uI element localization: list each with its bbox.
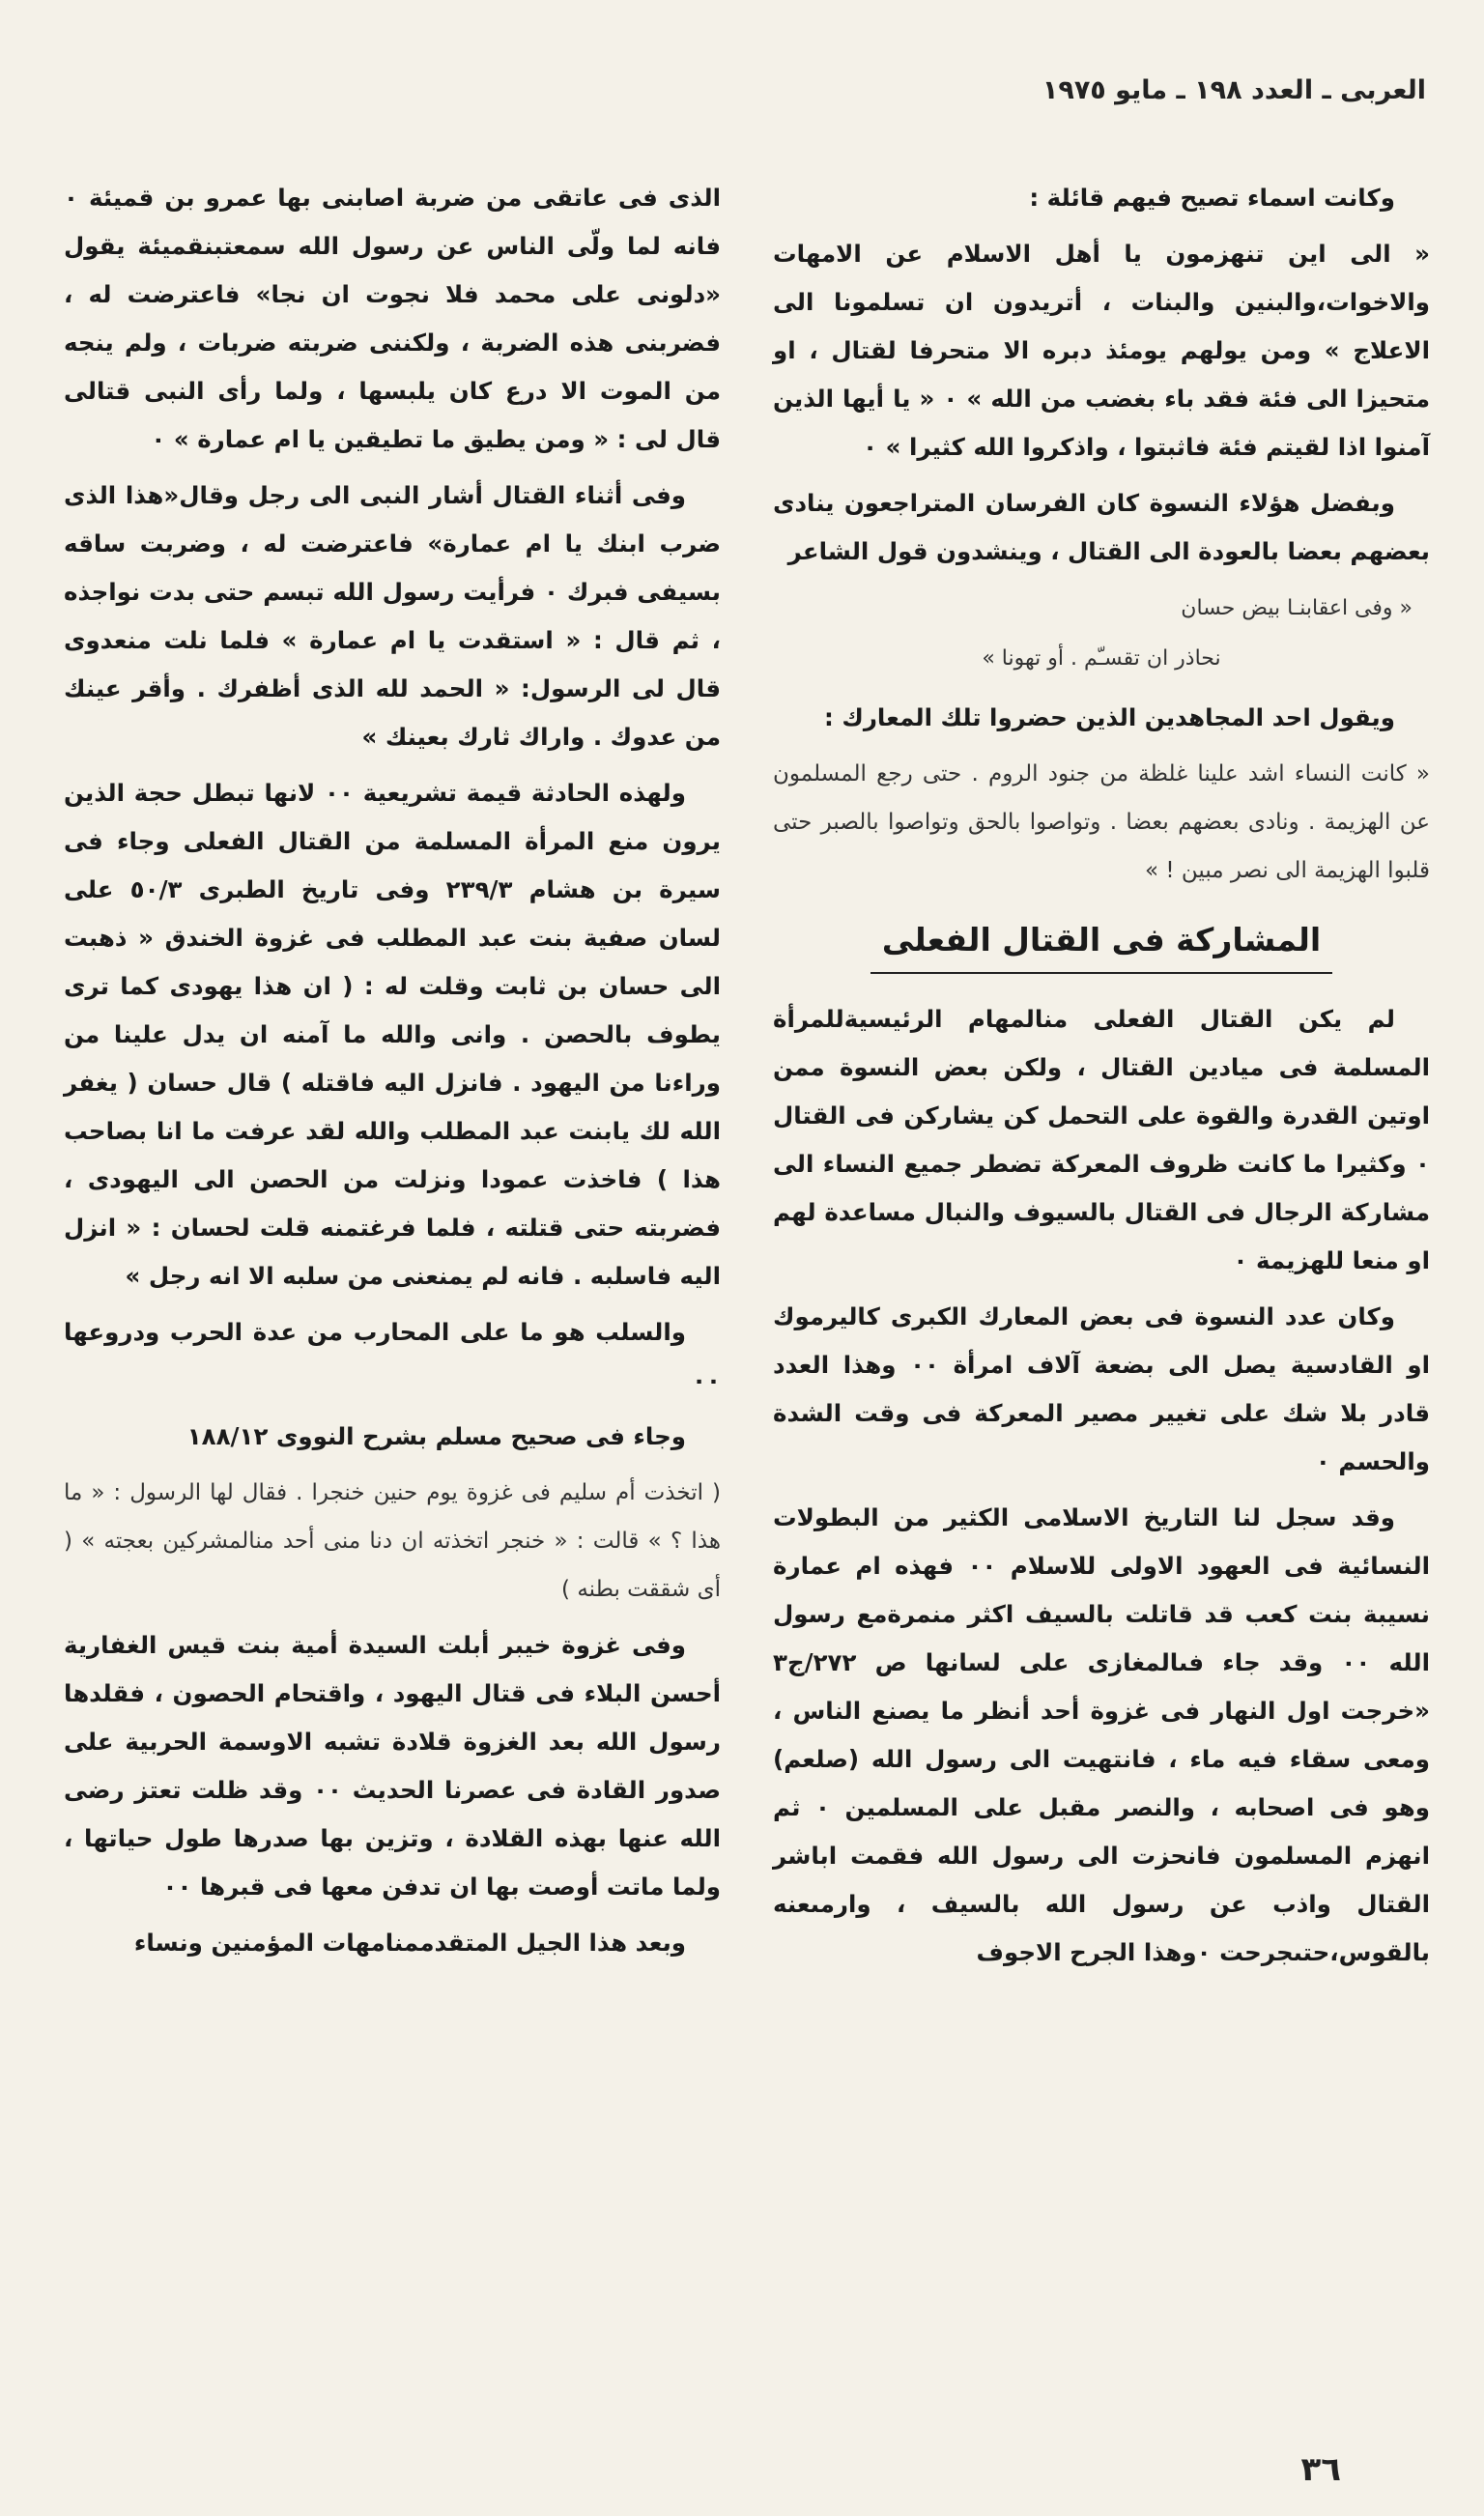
- quote-paragraph: « الى اين تنهزمون يا أهل الاسلام عن الامهات والاخوات،والبنين والبنات ، أتريدون ان تسلمونا الى الاعلاج » ومن يولهم يومئذ دبره الا متحرفا لقتال ، او متحيزا الى فئة فقد باء بغضب من الله » ٠ « يا أيها الذين آمنوا اذا لقيتم فئة فاثبتوا ، واذكروا الله كثيرا » ٠: [773, 240, 1431, 461]
- citation-line: وجاء فى صحيح مسلم بشرح النووى ١٨٨/١٢: [186, 1422, 686, 1450]
- paragraph: لم يكن القتال الفعلى منالمهام الرئيسيةللمرأة المسلمة فى ميادين القتال ، ولكن بعض النسوة ممن اوتين القدرة والقوة على التحمل كن يشاركن فى القتال ٠ وكثيرا ما كانت ظروف المعركة تضطر جميع النساء الى مشاركة الرجال فى القتال بالسيوف والنبال مساعدة لهم او منعا للهزيمة ٠: [773, 1005, 1430, 1274]
- paragraph: وفى أثناء القتال أشار النبى الى رجل وقال«هذا الذى ضرب ابنك يا ام عمارة» فاعترضت له ، وضربت ساقه بسيفى فبرك ٠ فرأيت رسول الله تبسم حتى بدت نواجذه ، ثم قال : « استقدت يا ام عمارة » فلما نلت منعدوى قال لى الرسول: « الحمد لله الذى أظفرك . وأقر عينك من عدوك . واراك ثارك بعينك »: [64, 481, 721, 751]
- paragraph: وقد سجل لنا التاريخ الاسلامى الكثير من البطولات النسائية فى العهود الاولى للاسلام ٠٠ فهذه ام عمارة نسيبة بنت كعب قد قاتلت بالسيف اكثر منمرةمع رسول الله ٠٠ وقد جاء فىالمغازى على لسانها ص ٢٧٢/ج٣ «خرجت اول النهار فى غزوة أحد أنظر ما يصنع الناس ، ومعى سقاء فيه ماء ، فانتهيت الى رسول الله (صلعم) وهو فى اصحابه ، والنصر مقبل على المسلمين ٠ ثم انهزم المسلمون فانحزت الى رسول الله فقمت اباشر القتال واذب عن رسول الله بالسيف ، وارمىعنه بالقوس،حتىجرحت ٠وهذا الجرح الاجوف: [773, 1503, 1431, 1966]
- quote-paragraph: ( اتخذت أم سليم فى غزوة يوم حنين خنجرا . فقال لها الرسول : « ما هذا ؟ » قالت : « خنجر اتخذته ان دنا منى أحد منالمشركين بعجته » ( أى شققت بطنه ): [64, 1480, 721, 1602]
- paragraph: وبعد هذا الجيل المتقدممنامهات المؤمنين ونساء: [133, 1929, 686, 1957]
- paragraph: وبفضل هؤلاء النسوة كان الفرسان المتراجعون ينادى بعضهم بعضا بالعودة الى القتال ، وينشدون قول الشاعر: [773, 489, 1430, 565]
- paragraph: والسلب هو ما على المحارب من عدة الحرب ودروعها ٠٠: [64, 1318, 721, 1394]
- paragraph: ويقول احد المجاهدين الذين حضروا تلك المعارك :: [824, 703, 1395, 731]
- section-heading-text: المشاركة فى القتال الفعلى: [870, 916, 1332, 974]
- paragraph: وفى غزوة خيبر أبلت السيدة أمية بنت قيس الغفارية أحسن البلاء فى قتال اليهود ، واقتحام الحصون ، فقلدها رسول الله بعد الغزوة قلادة تشبه الاوسمة الحربية على صدور القادة فى عصرنا الحديث ٠٠ وقد ظلت تعتز رضى الله عنها بهذه القلادة ، وتزين بها صدرها طول حياتها ، ولما ماتت أوصت بها ان تدفن معها فى قبرها ٠٠: [64, 1631, 722, 1901]
- poetry-verse: [773, 584, 1430, 684]
- section-heading: [773, 916, 1430, 974]
- paragraph: ولهذه الحادثة قيمة تشريعية ٠٠ لانها تبطل حجة الذين يرون منع المرأة المسلمة من القتال الفعلى وجاء فى سيرة بن هشام ٢٣٩/٣ وفى تاريخ الطبرى ٥٠/٣ على لسان صفية بنت عبد المطلب فى غزوة الخندق « ذهبت الى حسان بن ثابت وقلت له : ( ان هذا يهودى كما ترى يطوف بالحصن . وانى والله ما آمنه ان يدل علينا من وراءنا من اليهود . فانزل اليه فاقتله ) قال حسان ( يغفر الله لك يابنت عبد المطلب والله لقد عرفت ما انا بصاحب هذا ) فاخذت عمودا ونزلت من الحصن الى اليهودى ، فضربته حتى قتلته ، فلما فرغتمنه قلت لحسان : « انزل اليه فاسلبه . فانه لم يمنعنى من سلبه الا انه رجل »: [64, 779, 721, 1290]
- verse-line: « وفى اعقابنـا بيض حسان: [1181, 596, 1413, 620]
- running-header: العربى ـ العدد ١٩٨ ـ مايو ١٩٧٥: [1042, 75, 1426, 105]
- quote-paragraph: « كانت النساء اشد علينا غلظة من جنود الروم . حتى رجع المسلمون عن الهزيمة . ونادى بعضهم بعضا . وتواصوا بالحق وتواصوا بالصبر حتى قلبوا الهزيمة الى نصر مبين ! »: [773, 761, 1430, 883]
- right-column: [773, 174, 1430, 1985]
- left-column: [64, 174, 721, 1975]
- verse-line: نحاذر ان تقسـّم . أو تهونا »: [982, 646, 1221, 671]
- page-number: ٣٦: [1300, 2450, 1341, 2489]
- paragraph: وكانت اسماء تصيح فيهم قائلة :: [1029, 184, 1395, 212]
- paragraph: وكان عدد النسوة فى بعض المعارك الكبرى كاليرموك او القادسية يصل الى بضعة آلاف امرأة ٠٠ وهذا العدد قادر بلا شك على تغيير مصير المعركة فى وقت الشدة والحسم ٠: [773, 1302, 1430, 1475]
- paragraph: الذى فى عاتقى من ضربة اصابنى بها عمرو بن قميئة ٠ فانه لما ولّى الناس عن رسول الله سمعتبنقميئة يقول «دلونى على محمد فلا نجوت ان نجا» فاعترضت له ، فضربنى هذه الضربة ، ولكننى ضربته ضربات ، ولم ينجه من الموت الا درع كان يلبسها ، ولما رأى النبى قتالى قال لى : « ومن يطيق ما تطيقين يا ام عمارة » ٠: [64, 184, 721, 453]
